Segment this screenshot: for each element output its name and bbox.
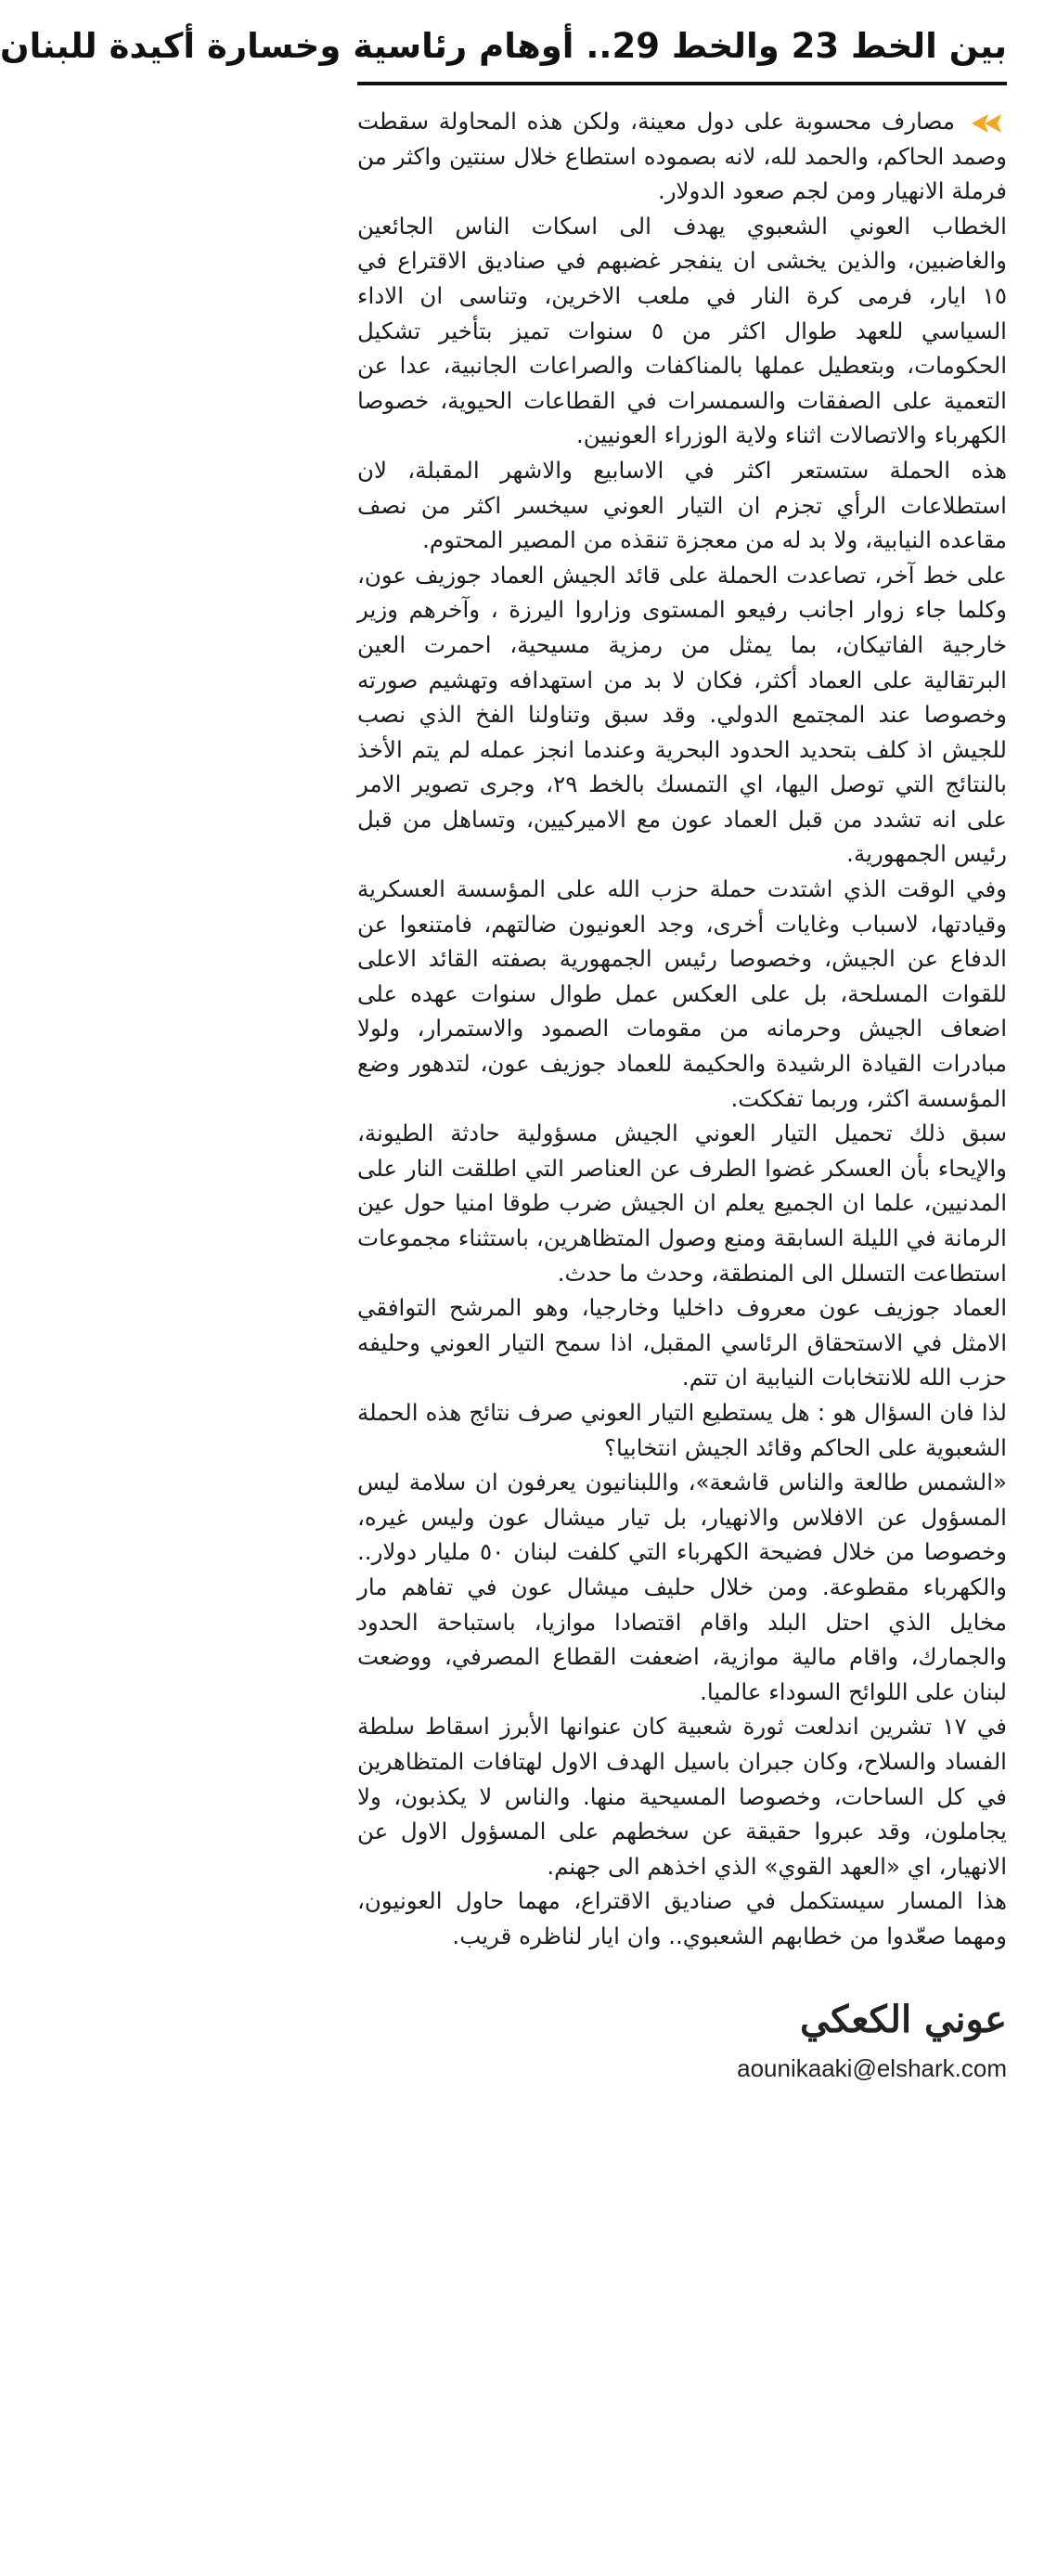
article-paragraph: سبق ذلك تحميل التيار العوني الجيش مسؤولية حادثة الطيونة، والإيحاء بأن العسكر غضوا الطرف عن العناصر التي اطلقت النار على المدنيين، علما ان الجميع يعلم ان الجيش ضرب طوقا امنيا حول عين الرمانة في الليلة السابقة ومنع وصول المتظاهرين، باستثناء مجموعات استطاعت التسلل الى المنطقة، وحدث ما حدث. bbox=[357, 1120, 1007, 1287]
article-paragraph: هذا المسار سيستكمل في صناديق الاقتراع، مهما حاول العونيون، ومهما صعّدوا من خطابهم الشعبوي.. وان ايار لناظره قريب. bbox=[357, 1887, 1007, 1949]
article-paragraph: لذا فان السؤال هو : هل يستطيع التيار العوني صرف نتائج هذه الحملة الشعبوية على الحاكم وقائد الجيش انتخابيا؟ bbox=[357, 1398, 1007, 1461]
article-paragraph: وفي الوقت الذي اشتدت حملة حزب الله على المؤسسة العسكرية وقيادتها، لاسباب وغايات أخرى، وجد العونيون ضالتهم، فامتنعوا عن الدفاع عن الجيش، وخصوصا رئيس الجمهورية بصفته القائد الاعلى للقوات المسلحة، بل على العكس عمل طوال سنوات عهده على اضعاف الجيش وحرمانه من مقومات الصمود والاستمرار، ولولا مبادرات القيادة الرشيدة والحكيمة للعماد جوزيف عون، لتدهور وضع المؤسسة اكثر، وربما تفككت. bbox=[357, 875, 1007, 1112]
article-body bbox=[357, 104, 1007, 1953]
article-paragraph: مصارف محسوبة على دول معينة، ولكن هذه المحاولة سقطت وصمد الحاكم، والحمد لله، لانه بصموده استطاع خلال سنتين واكثر من فرملة الانهيار ومن لجم صعود الدولار. bbox=[357, 108, 1007, 205]
author-email[interactable]: aounikaaki@elshark.com bbox=[737, 2054, 1007, 2083]
article-paragraph: «الشمس طالعة والناس قاشعة»، واللبنانيون يعرفون ان سلامة ليس المسؤول عن الافلاس والانهيار، بل تيار ميشال عون وليس غيره، وخصوصا من خلال فضيحة الكهرباء التي كلفت لبنان ٥٠ مليار دولار.. والكهرباء مقطوعة. ومن خلال حليف ميشال عون في تفاهم مار مخايل الذي احتل البلد واقام اقتصادا موازيا، باستباحة الحدود والجمارك، واقام مالية موازية، اضعفت القطاع المصرفي، ووضعت لبنان على اللوائح السوداء عالميا. bbox=[357, 1469, 1008, 1705]
author-name: عوني الكعكي bbox=[799, 1998, 1007, 2042]
article-paragraph: على خط آخر، تصاعدت الحملة على قائد الجيش العماد جوزيف عون، وكلما جاء زوار اجانب رفيعو المستوى وزاروا اليرزة ، وآخرهم وزير خارجية الفاتيكان، بما يمثل من رمزية مسيحية، احمرت العين البرتقالية على العماد أكثر، فكان لا بد من استهدافه وتهشيم صورته وخصوصا عند المجتمع الدولي. وقد سبق وتناولنا الفخ الذي نصب للجيش اذ كلف بتحديد الحدود البحرية وعندما انجز عمله لم يتم الأخذ بالنتائج التي توصل اليها، اي التمسك بالخط ٢٩، وجرى تصوير الامر على انه تشدد من قبل العماد عون مع الاميركيين، وتساهل من قبل رئيس الجمهورية. bbox=[357, 561, 1008, 868]
article-paragraph: العماد جوزيف عون معروف داخليا وخارجيا، وهو المرشح التوافقي الامثل في الاستحقاق الرئاسي المقبل، اذا سمح التيار العوني وحليفه حزب الله للانتخابات النيابية ان تتم. bbox=[357, 1294, 1007, 1392]
arrow-left-icon bbox=[970, 113, 1007, 134]
author-byline bbox=[357, 1996, 1007, 2085]
article-paragraph: الخطاب العوني الشعبوي يهدف الى اسكات الناس الجائعين والغاضبين، والذين يخشى ان ينفجر غضبهم في صناديق الاقتراع في ١٥ ايار، فرمى كرة النار في ملعب الاخرين، وتناسى ان الاداء السياسي للعهد طوال اكثر من ٥ سنوات تميز بتأخير تشكيل الحكومات، وبتعطيل عملها بالمناكفات والصراعات الجانبية، عدا عن التعمية على الصفقات والسمسرات في القطاعات الحيوية، خصوصا الكهرباء والاتصالات اثناء ولاية الوزراء العونيين. bbox=[357, 212, 1007, 449]
article-headline: بين الخط 23 والخط 29.. أوهام رئاسية وخسارة أكيدة للبنان bbox=[0, 26, 1007, 66]
article-paragraph: في ١٧ تشرين اندلعت ثورة شعبية كان عنوانها الأبرز اسقاط سلطة الفساد والسلاح، وكان جبران باسيل الهدف الاول لهتافات المتظاهرين في كل الساحات، وخصوصا المسيحية منها. والناس لا يكذبون، ولا يجاملون، وقد عبروا حقيقة عن سخطهم على المسؤول الاول عن الانهيار، اي «العهد القوي» الذي اخذهم الى جهنم. bbox=[357, 1713, 1007, 1880]
headline-divider bbox=[357, 82, 1007, 85]
article-paragraph: هذه الحملة ستستعر اكثر في الاسابيع والاشهر المقبلة، لان استطلاعات الرأي تجزم ان التيار العوني سيخسر اكثر من نصف مقاعده النيابية، ولا بد له من معجزة تنقذه من المصير المحتوم. bbox=[357, 456, 1007, 554]
